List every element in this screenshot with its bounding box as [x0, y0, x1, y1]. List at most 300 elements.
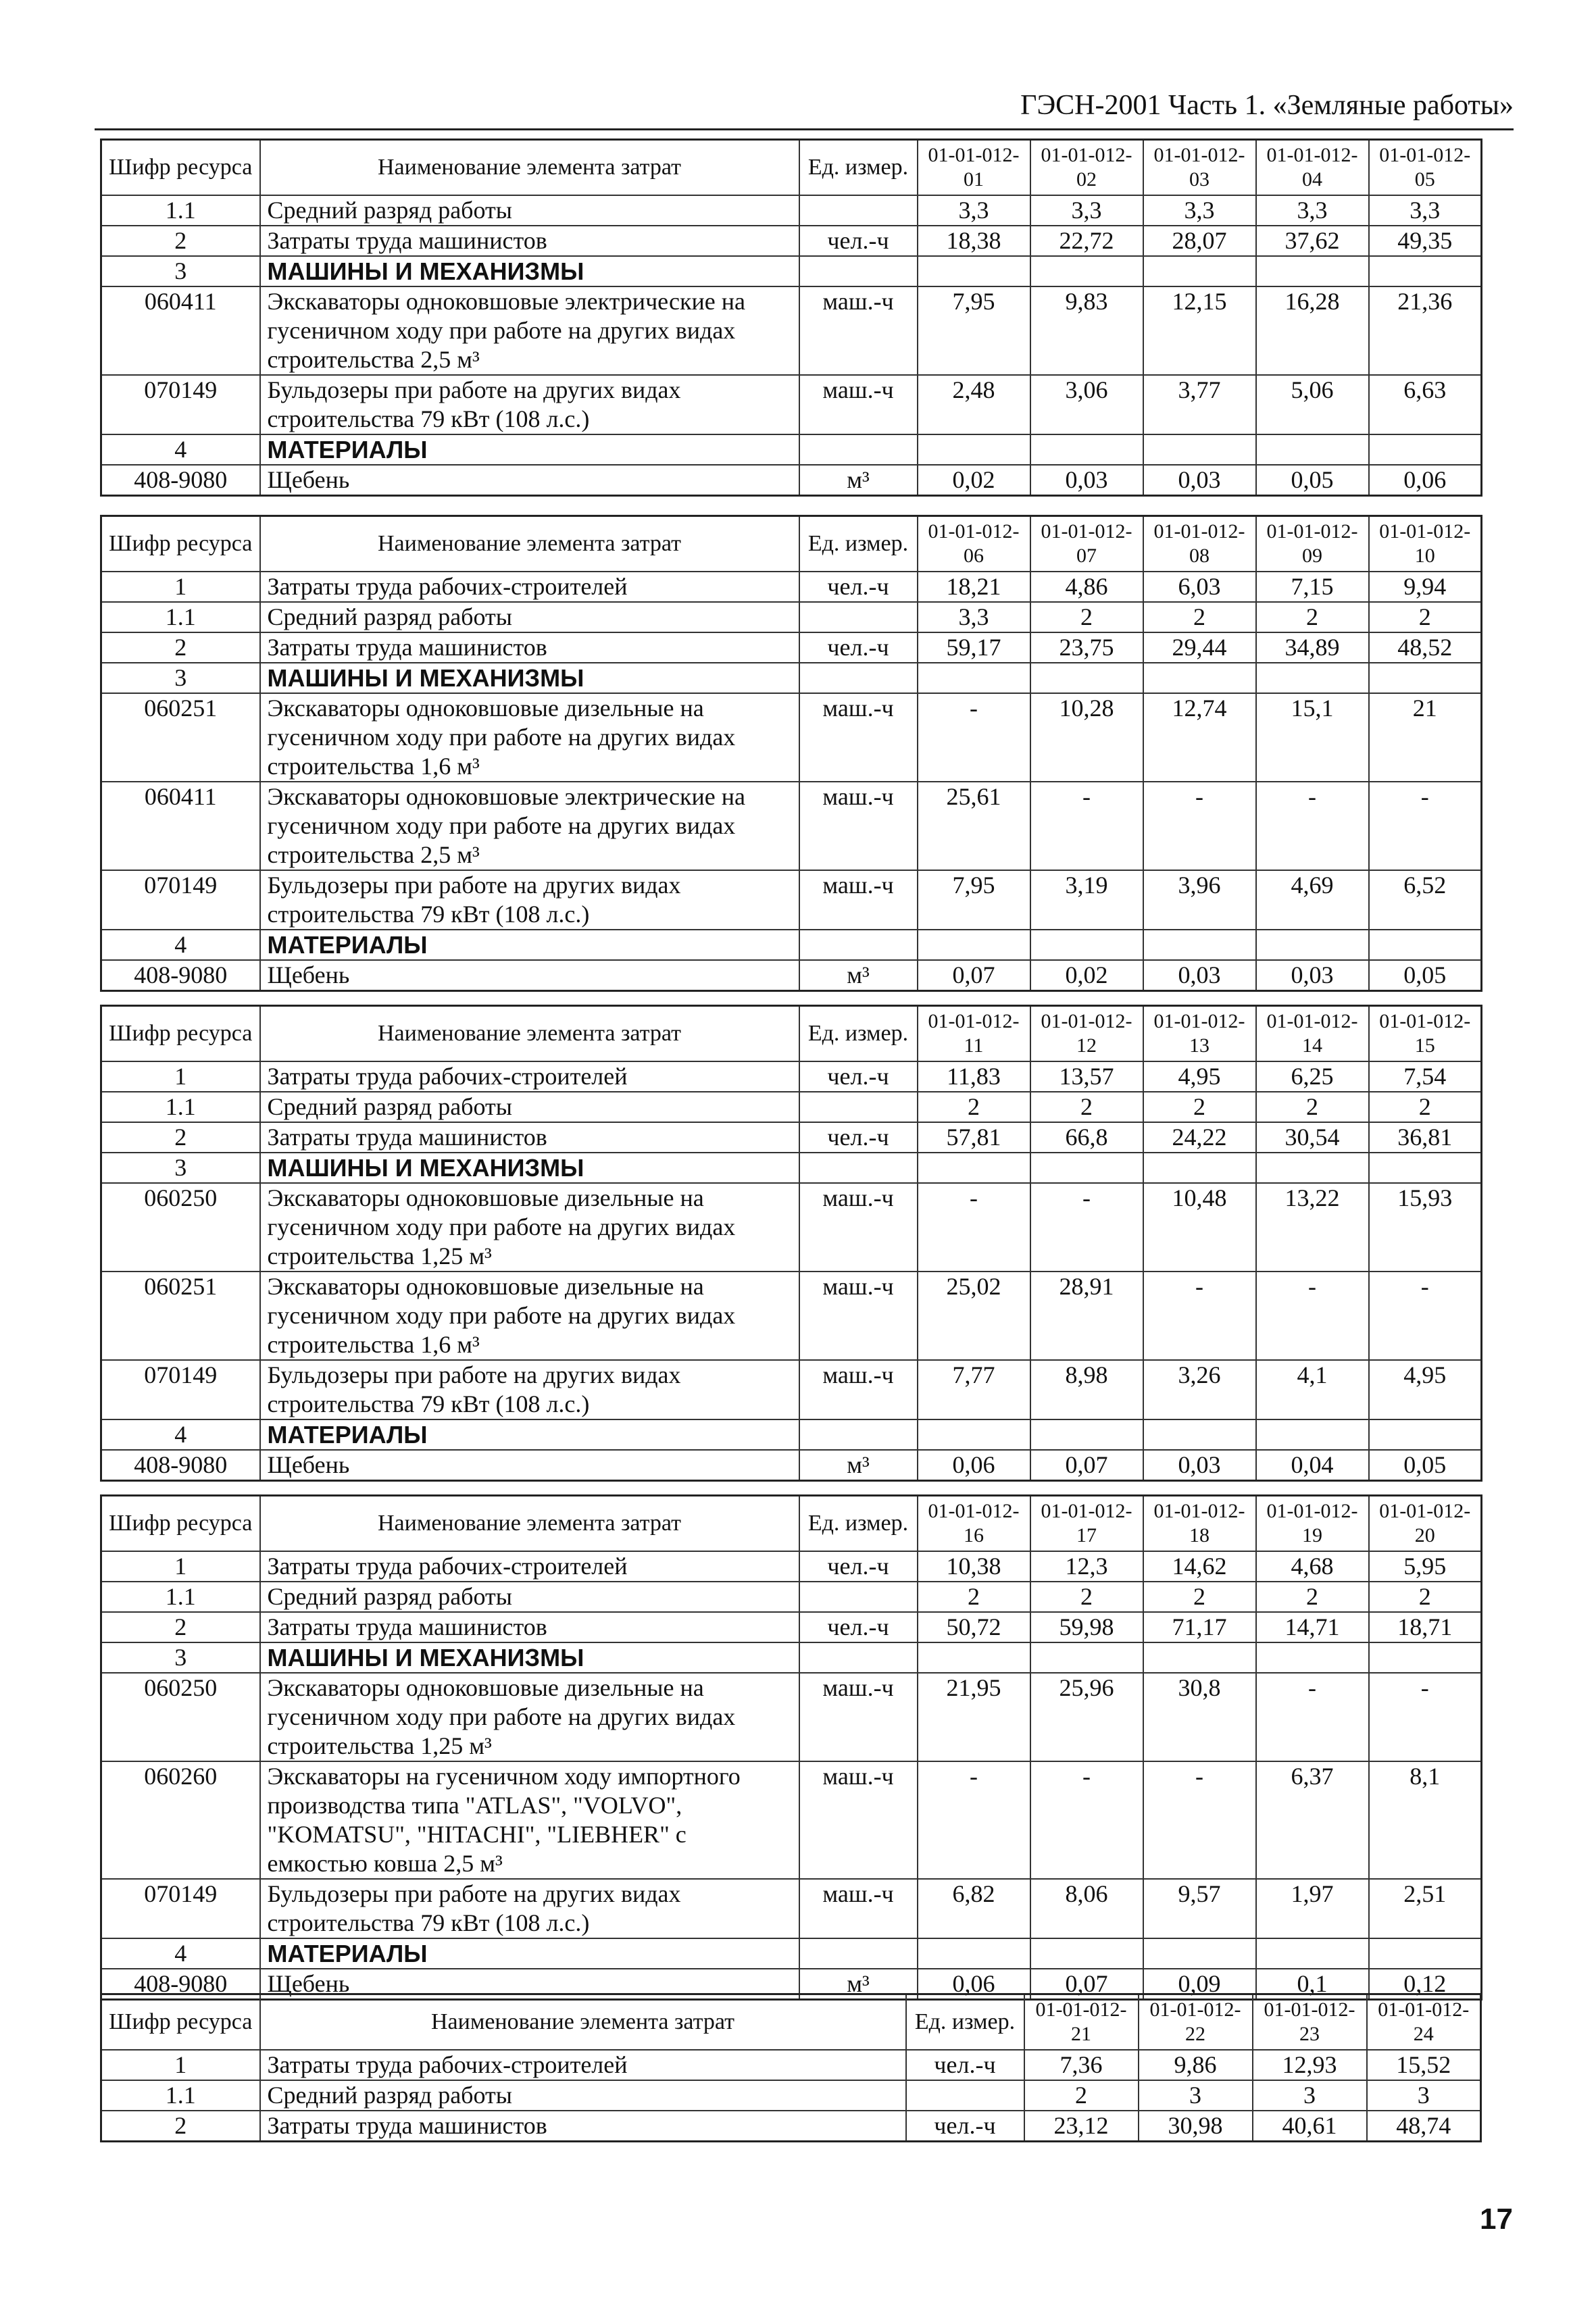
value-cell: 24,22: [1143, 1122, 1256, 1153]
value-cell: [1256, 663, 1369, 693]
table-row: [101, 2111, 1481, 2142]
table-header-row: [101, 1006, 1482, 1062]
value-cell: [1369, 1419, 1482, 1450]
table-row: [101, 286, 1482, 375]
value-cell: 28,07: [1143, 226, 1256, 256]
cost-element-name: Щебень: [260, 1969, 799, 2000]
resource-code: 060251: [101, 1272, 260, 1360]
norm-code-header: 01-01-012-21: [1024, 1994, 1139, 2051]
table-row: [101, 632, 1482, 663]
cost-element-name: Затраты труда рабочих-строителей: [260, 2050, 906, 2080]
value-cell: 49,35: [1369, 226, 1482, 256]
value-cell: 2: [1256, 1582, 1369, 1612]
value-cell: 30,8: [1143, 1673, 1256, 1761]
value-cell: 12,15: [1143, 286, 1256, 375]
resource-code: 060411: [101, 286, 260, 375]
code-header: Шифр ресурса: [101, 1496, 260, 1552]
cost-element-name: Затраты труда машинистов: [260, 1612, 799, 1642]
table-row: [101, 1761, 1482, 1879]
code-header: Шифр ресурса: [101, 516, 260, 572]
value-cell: 2: [918, 1582, 1030, 1612]
value-cell: 5,06: [1256, 375, 1369, 434]
value-cell: 7,36: [1024, 2050, 1139, 2080]
table-row: [101, 375, 1482, 434]
value-cell: -: [1143, 1761, 1256, 1879]
code-header: Шифр ресурса: [101, 140, 260, 196]
section-title: МАШИНЫ И МЕХАНИЗМЫ: [260, 256, 799, 286]
resource-code: 060250: [101, 1183, 260, 1272]
value-cell: 36,81: [1369, 1122, 1482, 1153]
value-cell: [918, 1642, 1030, 1673]
value-cell: 6,82: [918, 1879, 1030, 1938]
resource-code: 060250: [101, 1673, 260, 1761]
value-cell: 2: [1030, 1582, 1143, 1612]
unit-cell: маш.-ч: [799, 286, 918, 375]
value-cell: 3: [1367, 2080, 1481, 2111]
unit-cell: маш.-ч: [799, 1673, 918, 1761]
header-rule: [95, 128, 1514, 130]
value-cell: 9,83: [1030, 286, 1143, 375]
table-row: [101, 1092, 1482, 1122]
section-title: МАТЕРИАЛЫ: [260, 434, 799, 465]
value-cell: [1369, 1938, 1482, 1969]
resource-code: 3: [101, 1642, 260, 1673]
unit-cell: маш.-ч: [799, 1360, 918, 1419]
value-cell: [1143, 1642, 1256, 1673]
resource-code: 2: [101, 226, 260, 256]
value-cell: 57,81: [918, 1122, 1030, 1153]
value-cell: 8,98: [1030, 1360, 1143, 1419]
norm-code-header: 01-01-012-06: [918, 516, 1030, 572]
cost-element-name: Средний разряд работы: [260, 602, 799, 632]
norm-code-header: 01-01-012-23: [1253, 1994, 1367, 2051]
value-cell: -: [1369, 782, 1482, 870]
unit-cell: чел.-ч: [906, 2111, 1024, 2142]
value-cell: 0,06: [918, 1450, 1030, 1481]
table-row: [101, 1122, 1482, 1153]
value-cell: 29,44: [1143, 632, 1256, 663]
norm-code-header: 01-01-012-16: [918, 1496, 1030, 1552]
value-cell: 6,63: [1369, 375, 1482, 434]
value-cell: 66,8: [1030, 1122, 1143, 1153]
norm-code-header: 01-01-012-07: [1030, 516, 1143, 572]
value-cell: [1256, 1419, 1369, 1450]
name-header: Наименование элемента затрат: [260, 516, 799, 572]
resource-code: 408-9080: [101, 465, 260, 496]
unit-cell: [799, 1419, 918, 1450]
table-row: [101, 572, 1482, 602]
table-row: [101, 1642, 1482, 1673]
value-cell: [1369, 663, 1482, 693]
value-cell: [918, 1153, 1030, 1183]
unit-cell: [799, 1092, 918, 1122]
unit-cell: [799, 256, 918, 286]
norm-code-header: 01-01-012-11: [918, 1006, 1030, 1062]
norm-code-header: 01-01-012-20: [1369, 1496, 1482, 1552]
value-cell: 0,05: [1369, 960, 1482, 991]
value-cell: 34,89: [1256, 632, 1369, 663]
resource-code: 2: [101, 1122, 260, 1153]
table-row: [101, 1272, 1482, 1360]
unit-header: Ед. измер.: [799, 1496, 918, 1552]
table-row: [101, 195, 1482, 226]
value-cell: 25,96: [1030, 1673, 1143, 1761]
value-cell: 10,38: [918, 1551, 1030, 1582]
unit-cell: маш.-ч: [799, 1272, 918, 1360]
norm-code-header: 01-01-012-19: [1256, 1496, 1369, 1552]
value-cell: [918, 1419, 1030, 1450]
value-cell: [1256, 930, 1369, 960]
cost-element-name: Затраты труда рабочих-строителей: [260, 572, 799, 602]
table-row: [101, 434, 1482, 465]
value-cell: 3,3: [1369, 195, 1482, 226]
unit-cell: чел.-ч: [799, 1061, 918, 1092]
value-cell: -: [1030, 1183, 1143, 1272]
table-row: [101, 1551, 1482, 1582]
value-cell: [1143, 1153, 1256, 1183]
value-cell: 2: [1369, 602, 1482, 632]
value-cell: 18,21: [918, 572, 1030, 602]
resource-code: 1.1: [101, 602, 260, 632]
table-header-row: [101, 516, 1482, 572]
value-cell: 1,97: [1256, 1879, 1369, 1938]
value-cell: 4,69: [1256, 870, 1369, 930]
unit-header: Ед. измер.: [799, 516, 918, 572]
value-cell: -: [918, 1183, 1030, 1272]
value-cell: 50,72: [918, 1612, 1030, 1642]
value-cell: 10,48: [1143, 1183, 1256, 1272]
table-row: [101, 465, 1482, 496]
resource-code: 070149: [101, 1360, 260, 1419]
unit-cell: [799, 1938, 918, 1969]
value-cell: [918, 1938, 1030, 1969]
table-row: [101, 1061, 1482, 1092]
resource-code: 1: [101, 1551, 260, 1582]
unit-cell: чел.-ч: [906, 2050, 1024, 2080]
value-cell: 23,12: [1024, 2111, 1139, 2142]
norm-code-header: 01-01-012-12: [1030, 1006, 1143, 1062]
value-cell: 0,05: [1256, 465, 1369, 496]
section-title: МАТЕРИАЛЫ: [260, 1419, 799, 1450]
resource-code: 1.1: [101, 1582, 260, 1612]
norm-code-header: 01-01-012-18: [1143, 1496, 1256, 1552]
value-cell: [918, 256, 1030, 286]
value-cell: 3,3: [918, 195, 1030, 226]
value-cell: 8,06: [1030, 1879, 1143, 1938]
cost-element-name: Бульдозеры при работе на других видах строительства 79 кВт (108 л.с.): [260, 375, 799, 434]
cost-element-name: Затраты труда рабочих-строителей: [260, 1061, 799, 1092]
unit-cell: маш.-ч: [799, 693, 918, 782]
resource-code: 4: [101, 434, 260, 465]
value-cell: [1143, 256, 1256, 286]
resource-code: 1.1: [101, 2080, 260, 2111]
value-cell: 11,83: [918, 1061, 1030, 1092]
resource-code: 060260: [101, 1761, 260, 1879]
cost-element-name: Щебень: [260, 465, 799, 496]
norms-table-2: [100, 515, 1482, 992]
value-cell: 2: [1030, 602, 1143, 632]
table-row: [101, 1612, 1482, 1642]
cost-element-name: Экскаваторы одноковшовые электрические на гусеничном ходу при работе на других видах строительства 2,5 м³: [260, 782, 799, 870]
table-row: [101, 1153, 1482, 1183]
value-cell: -: [1256, 1272, 1369, 1360]
value-cell: 59,17: [918, 632, 1030, 663]
value-cell: -: [1143, 1272, 1256, 1360]
value-cell: 0,12: [1369, 1969, 1482, 2000]
value-cell: 6,37: [1256, 1761, 1369, 1879]
cost-element-name: Затраты труда рабочих-строителей: [260, 1551, 799, 1582]
resource-code: 1.1: [101, 1092, 260, 1122]
unit-cell: [799, 195, 918, 226]
value-cell: -: [1143, 782, 1256, 870]
value-cell: 30,98: [1139, 2111, 1253, 2142]
table-row: [101, 1183, 1482, 1272]
value-cell: 21: [1369, 693, 1482, 782]
resource-code: 2: [101, 1612, 260, 1642]
cost-element-name: Затраты труда машинистов: [260, 2111, 906, 2142]
cost-element-name: Средний разряд работы: [260, 1092, 799, 1122]
value-cell: [918, 434, 1030, 465]
value-cell: 6,25: [1256, 1061, 1369, 1092]
unit-header: Ед. измер.: [799, 140, 918, 196]
value-cell: 0,03: [1030, 465, 1143, 496]
value-cell: 0,03: [1256, 960, 1369, 991]
resource-code: 408-9080: [101, 960, 260, 991]
unit-cell: [799, 434, 918, 465]
value-cell: [1143, 434, 1256, 465]
value-cell: 3,3: [1143, 195, 1256, 226]
resource-code: 3: [101, 256, 260, 286]
value-cell: 2: [1143, 602, 1256, 632]
value-cell: [1030, 930, 1143, 960]
name-header: Наименование элемента затрат: [260, 140, 799, 196]
value-cell: [1369, 256, 1482, 286]
resource-code: 4: [101, 1419, 260, 1450]
table-row: [101, 2080, 1481, 2111]
name-header: Наименование элемента затрат: [260, 1496, 799, 1552]
unit-cell: м³: [799, 960, 918, 991]
cost-element-name: Щебень: [260, 960, 799, 991]
norm-code-header: 01-01-012-08: [1143, 516, 1256, 572]
cost-element-name: Экскаваторы одноковшовые дизельные на гусеничном ходу при работе на других видах строительства 1,6 м³: [260, 1272, 799, 1360]
table-row: [101, 870, 1482, 930]
cost-element-name: Затраты труда машинистов: [260, 1122, 799, 1153]
value-cell: -: [1256, 1673, 1369, 1761]
value-cell: 3,96: [1143, 870, 1256, 930]
value-cell: 3: [1139, 2080, 1253, 2111]
value-cell: [1143, 1419, 1256, 1450]
value-cell: 0,02: [918, 465, 1030, 496]
value-cell: [1030, 1642, 1143, 1673]
resource-code: 4: [101, 1938, 260, 1969]
resource-code: 408-9080: [101, 1450, 260, 1481]
value-cell: [918, 930, 1030, 960]
value-cell: -: [1256, 782, 1369, 870]
value-cell: 25,61: [918, 782, 1030, 870]
unit-cell: чел.-ч: [799, 632, 918, 663]
value-cell: 2,48: [918, 375, 1030, 434]
value-cell: [1369, 1153, 1482, 1183]
unit-cell: [799, 663, 918, 693]
value-cell: 4,95: [1369, 1360, 1482, 1419]
unit-cell: м³: [799, 1969, 918, 2000]
value-cell: 3,26: [1143, 1360, 1256, 1419]
unit-cell: [799, 1642, 918, 1673]
value-cell: 6,03: [1143, 572, 1256, 602]
unit-cell: чел.-ч: [799, 1612, 918, 1642]
unit-cell: м³: [799, 465, 918, 496]
value-cell: 10,28: [1030, 693, 1143, 782]
cost-element-name: Экскаваторы одноковшовые дизельные на гусеничном ходу при работе на других видах строительства 1,25 м³: [260, 1183, 799, 1272]
unit-cell: маш.-ч: [799, 1183, 918, 1272]
unit-cell: [799, 1582, 918, 1612]
resource-code: 060411: [101, 782, 260, 870]
norm-code-header: 01-01-012-14: [1256, 1006, 1369, 1062]
value-cell: 8,1: [1369, 1761, 1482, 1879]
value-cell: 0,07: [1030, 1450, 1143, 1481]
norm-code-header: 01-01-012-09: [1256, 516, 1369, 572]
cost-element-name: Экскаваторы на гусеничном ходу импортного производства типа "ATLAS", "VOLVO", "KOMATSU", "HITACHI", "LIEBHER" с емкостью ковша 2,5 м³: [260, 1761, 799, 1879]
table-row: [101, 2050, 1481, 2080]
section-title: МАШИНЫ И МЕХАНИЗМЫ: [260, 1642, 799, 1673]
value-cell: 71,17: [1143, 1612, 1256, 1642]
unit-cell: чел.-ч: [799, 1551, 918, 1582]
resource-code: 1: [101, 1061, 260, 1092]
value-cell: [1143, 663, 1256, 693]
norm-code-header: 01-01-012-10: [1369, 516, 1482, 572]
value-cell: 28,91: [1030, 1272, 1143, 1360]
value-cell: 59,98: [1030, 1612, 1143, 1642]
resource-code: 3: [101, 1153, 260, 1183]
page-header: ГЭСН-2001 Часть 1. «Земляные работы»: [1020, 90, 1514, 121]
norm-code-header: 01-01-012-01: [918, 140, 1030, 196]
table-row: [101, 226, 1482, 256]
value-cell: 2: [1030, 1092, 1143, 1122]
unit-cell: [906, 2080, 1024, 2111]
value-cell: [1256, 256, 1369, 286]
value-cell: 2: [1256, 602, 1369, 632]
cost-element-name: Бульдозеры при работе на других видах строительства 79 кВт (108 л.с.): [260, 870, 799, 930]
value-cell: 12,74: [1143, 693, 1256, 782]
unit-cell: маш.-ч: [799, 375, 918, 434]
table-row: [101, 1879, 1482, 1938]
value-cell: 0,1: [1256, 1969, 1369, 2000]
table-row: [101, 602, 1482, 632]
name-header: Наименование элемента затрат: [260, 1006, 799, 1062]
value-cell: 2: [1024, 2080, 1139, 2111]
value-cell: 0,02: [1030, 960, 1143, 991]
value-cell: 21,36: [1369, 286, 1482, 375]
value-cell: 0,03: [1143, 960, 1256, 991]
value-cell: 3,19: [1030, 870, 1143, 930]
table-row: [101, 1938, 1482, 1969]
resource-code: 3: [101, 663, 260, 693]
page-number: 17: [1480, 2203, 1513, 2236]
resource-code: 1: [101, 2050, 260, 2080]
value-cell: 2: [918, 1092, 1030, 1122]
value-cell: 3,3: [918, 602, 1030, 632]
unit-cell: маш.-ч: [799, 870, 918, 930]
section-title: МАШИНЫ И МЕХАНИЗМЫ: [260, 1153, 799, 1183]
value-cell: 37,62: [1256, 226, 1369, 256]
value-cell: 5,95: [1369, 1551, 1482, 1582]
table-row: [101, 1673, 1482, 1761]
value-cell: 7,15: [1256, 572, 1369, 602]
value-cell: 0,09: [1143, 1969, 1256, 2000]
resource-code: 4: [101, 930, 260, 960]
value-cell: 2: [1369, 1092, 1482, 1122]
value-cell: 2,51: [1369, 1879, 1482, 1938]
name-header: Наименование элемента затрат: [260, 1994, 906, 2051]
value-cell: 0,04: [1256, 1450, 1369, 1481]
unit-cell: чел.-ч: [799, 226, 918, 256]
table-row: [101, 930, 1482, 960]
value-cell: 4,86: [1030, 572, 1143, 602]
table-header-row: [101, 1994, 1481, 2051]
cost-element-name: Средний разряд работы: [260, 195, 799, 226]
section-title: МАТЕРИАЛЫ: [260, 1938, 799, 1969]
value-cell: 3,3: [1256, 195, 1369, 226]
table-row: [101, 1450, 1482, 1481]
resource-code: 070149: [101, 375, 260, 434]
section-title: МАТЕРИАЛЫ: [260, 930, 799, 960]
value-cell: [1256, 1938, 1369, 1969]
unit-cell: чел.-ч: [799, 572, 918, 602]
resource-code: 060251: [101, 693, 260, 782]
value-cell: 15,93: [1369, 1183, 1482, 1272]
value-cell: 0,07: [918, 960, 1030, 991]
cost-element-name: Затраты труда машинистов: [260, 632, 799, 663]
value-cell: 25,02: [918, 1272, 1030, 1360]
table-row: [101, 1419, 1482, 1450]
norm-code-header: 01-01-012-24: [1367, 1994, 1481, 2051]
value-cell: 15,1: [1256, 693, 1369, 782]
value-cell: 4,68: [1256, 1551, 1369, 1582]
norm-code-header: 01-01-012-15: [1369, 1006, 1482, 1062]
table-header-row: [101, 140, 1482, 196]
value-cell: 6,52: [1369, 870, 1482, 930]
table-row: [101, 1360, 1482, 1419]
value-cell: 13,22: [1256, 1183, 1369, 1272]
cost-element-name: Средний разряд работы: [260, 1582, 799, 1612]
table-row: [101, 663, 1482, 693]
value-cell: [1256, 1642, 1369, 1673]
value-cell: 7,95: [918, 870, 1030, 930]
norm-code-header: 01-01-012-13: [1143, 1006, 1256, 1062]
norm-code-header: 01-01-012-02: [1030, 140, 1143, 196]
code-header: Шифр ресурса: [101, 1994, 260, 2051]
cost-element-name: Средний разряд работы: [260, 2080, 906, 2111]
value-cell: 4,95: [1143, 1061, 1256, 1092]
value-cell: 18,71: [1369, 1612, 1482, 1642]
value-cell: -: [1030, 1761, 1143, 1879]
value-cell: 2: [1256, 1092, 1369, 1122]
value-cell: 14,71: [1256, 1612, 1369, 1642]
unit-cell: маш.-ч: [799, 1761, 918, 1879]
value-cell: [1369, 1642, 1482, 1673]
norms-table-5: [100, 1993, 1482, 2142]
value-cell: [1369, 434, 1482, 465]
value-cell: [918, 663, 1030, 693]
value-cell: [1030, 663, 1143, 693]
value-cell: 2: [1369, 1582, 1482, 1612]
table-row: [101, 782, 1482, 870]
value-cell: 21,95: [918, 1673, 1030, 1761]
value-cell: 7,54: [1369, 1061, 1482, 1092]
value-cell: [1143, 930, 1256, 960]
resource-code: 408-9080: [101, 1969, 260, 2000]
table-row: [101, 960, 1482, 991]
